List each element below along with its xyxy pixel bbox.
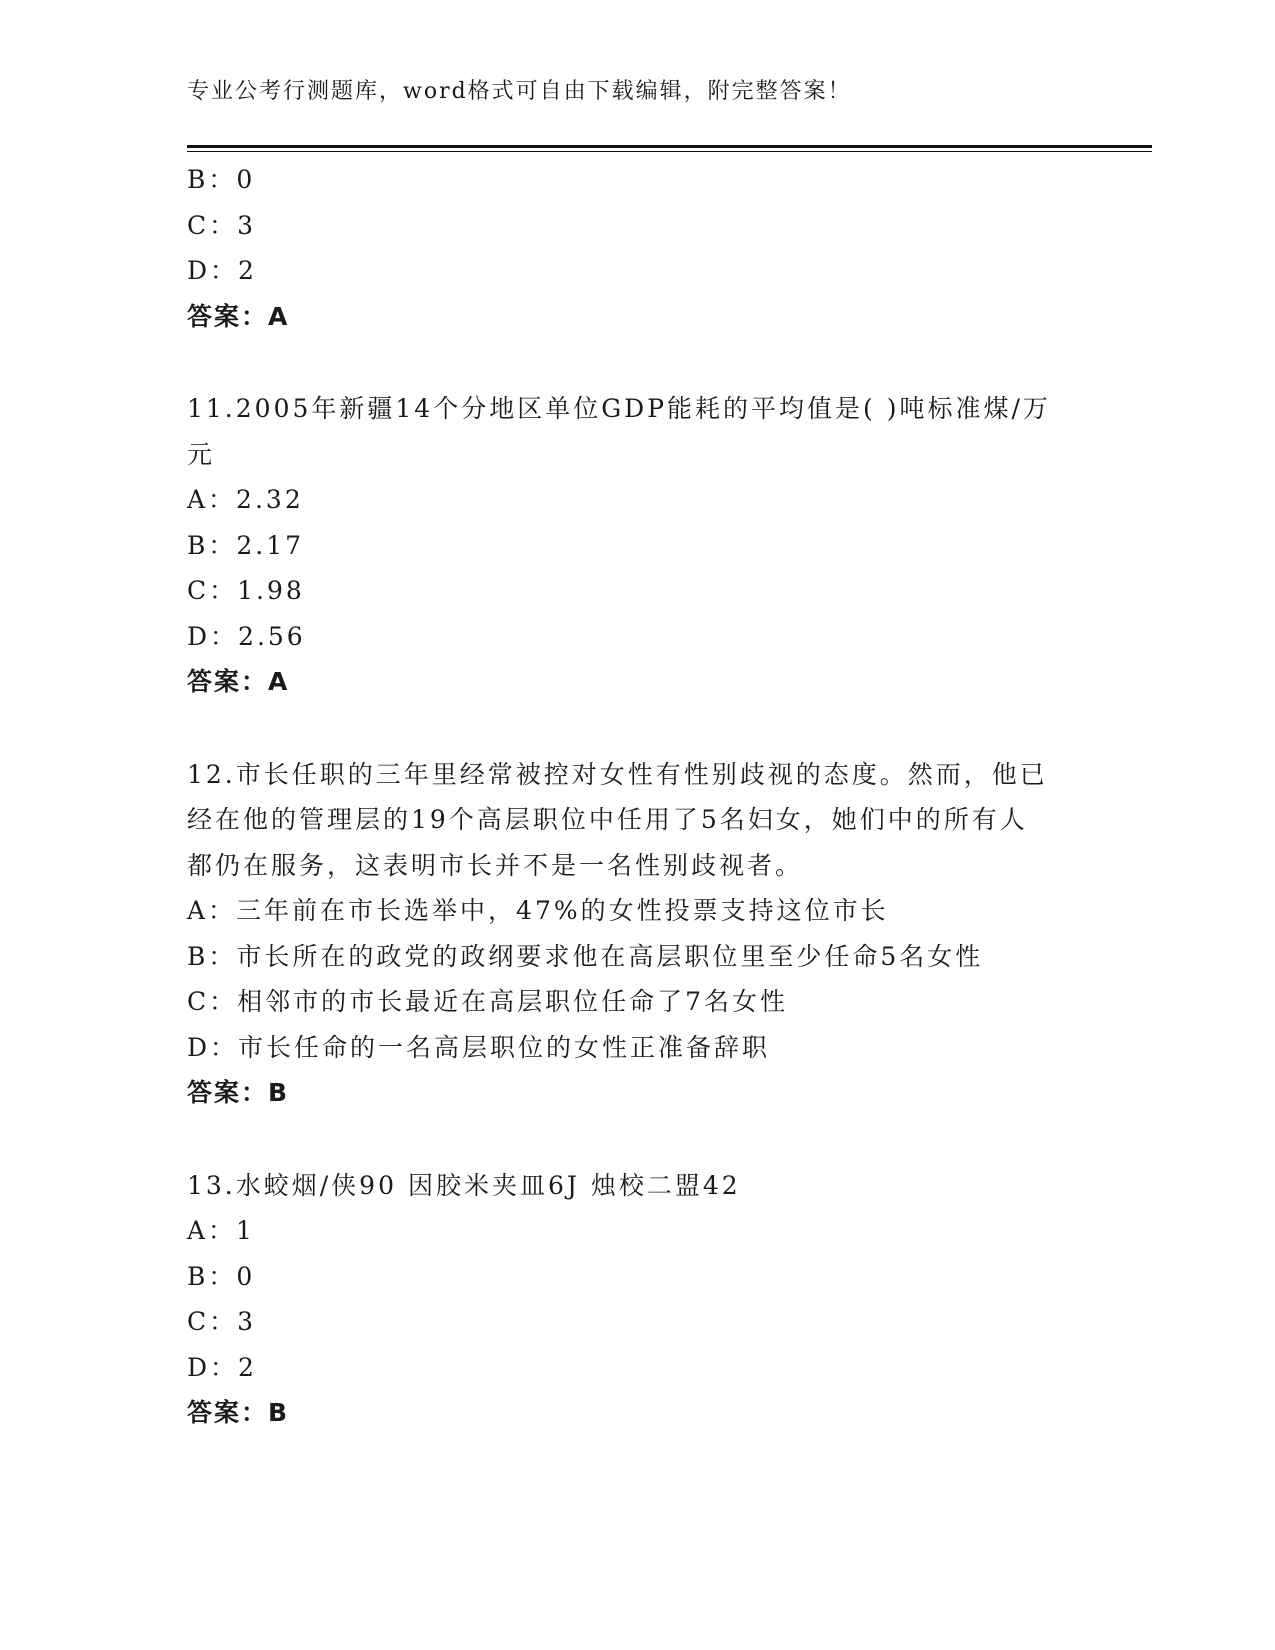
- option-a: A：2.32: [187, 485, 304, 514]
- option-b: B：0: [187, 165, 256, 194]
- spacer: [187, 1116, 1087, 1163]
- question-stem: 经在他的管理层的19个高层职位中任用了5名妇女，她们中的所有人: [187, 805, 1028, 834]
- spacer: [187, 705, 1087, 752]
- question-stem: 13.水蛟烟/侠90 因胶米夹皿6J 烛校二盟42: [187, 1170, 741, 1200]
- question-block-prev: [187, 157, 1087, 339]
- option-b: B：市长所在的政党的政纲要求他在高层职位里至少任命5名女性: [187, 941, 984, 971]
- option-d: D：2: [187, 256, 257, 285]
- question-stem: 11.2005年新疆14个分地区单位GDP能耗的平均值是( )吨标准煤/万: [187, 394, 1051, 423]
- spacer: [187, 339, 1087, 386]
- question-stem: 元: [187, 439, 216, 469]
- option-a: A：三年前在市长选举中，47%的女性投票支持这位市长: [187, 896, 889, 925]
- answer-line: 答案：B: [187, 1398, 290, 1427]
- page-header: 专业公考行测题库，word格式可自由下载编辑，附完整答案！: [187, 79, 852, 104]
- option-c: C：3: [187, 210, 257, 240]
- question-stem: 都仍在服务，这表明市长并不是一名性别歧视者。: [187, 850, 804, 880]
- option-c: C：3: [187, 1307, 257, 1336]
- option-a: A：1: [187, 1216, 255, 1245]
- option-d: D：2.56: [187, 621, 306, 651]
- answer-line: 答案：A: [187, 667, 290, 696]
- option-d: D：市长任命的一名高层职位的女性正准备辞职: [187, 1032, 771, 1062]
- option-b: B：0: [187, 1261, 256, 1291]
- question-block-13: [187, 1163, 1087, 1436]
- header-rule-thin: [187, 151, 1152, 152]
- answer-line: 答案：A: [187, 301, 290, 331]
- option-b: B：2.17: [187, 530, 305, 560]
- header-rule-thick: [187, 145, 1152, 148]
- option-c: C：1.98: [187, 576, 305, 605]
- answer-line: 答案：B: [187, 1078, 290, 1107]
- question-block-11: [187, 386, 1087, 705]
- question-stem: 12.市长任职的三年里经常被控对女性有性别歧视的态度。然而，他已: [187, 759, 1048, 789]
- option-c: C：相邻市的市长最近在高层职位任命了7名女性: [187, 987, 789, 1016]
- question-block-12: [187, 752, 1087, 1116]
- question-list: [187, 157, 1087, 1436]
- option-d: D：2: [187, 1352, 257, 1382]
